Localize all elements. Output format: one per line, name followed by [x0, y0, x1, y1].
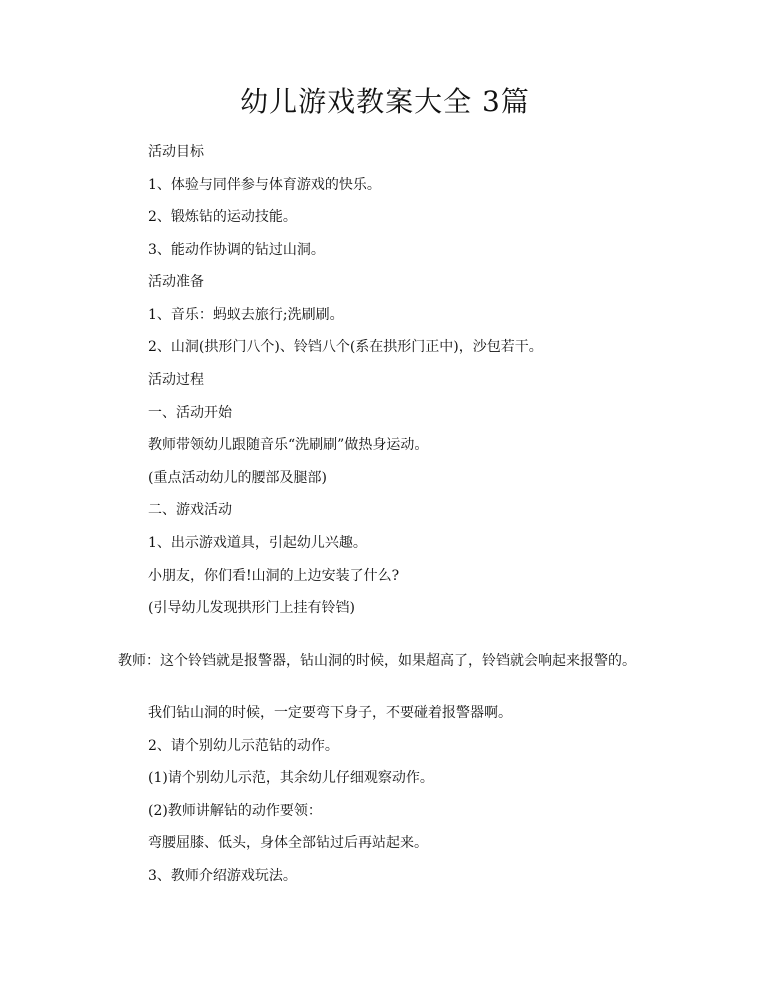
paragraph: (重点活动幼儿的腰部及腿部) [148, 470, 327, 486]
paragraph: 3、教师介绍游戏玩法。 [148, 868, 297, 884]
paragraph: 1、出示游戏道具，引起幼儿兴趣。 [148, 535, 367, 551]
paragraph: 一、活动开始 [148, 405, 232, 421]
paragraph: (引导幼儿发现拱形门上挂有铃铛) [148, 600, 355, 616]
paragraph: 我们钻山洞的时候，一定要弯下身子，不要碰着报警器啊。 [148, 705, 512, 721]
section-heading-goals: 活动目标 [148, 144, 204, 160]
paragraph: 2、锻炼钻的运动技能。 [148, 209, 297, 225]
document-title: 幼儿游戏教案大全 3篇 [240, 85, 530, 118]
paragraph: 二、游戏活动 [148, 502, 232, 518]
paragraph: 弯腰屈膝、低头，身体全部钻过后再站起来。 [148, 835, 428, 851]
paragraph: 3、能动作协调的钻过山洞。 [148, 242, 325, 258]
paragraph: 1、体验与同伴参与体育游戏的快乐。 [148, 177, 381, 193]
section-heading-process: 活动过程 [148, 372, 204, 388]
paragraph: 小朋友，你们看!山洞的上边安装了什么? [148, 568, 400, 584]
paragraph-wrapped: 教师：这个铃铛就是报警器，钻山洞的时候，如果超高了，铃铛就会响起来报警的。 [118, 653, 636, 669]
paragraph: 2、请个别幼儿示范钻的动作。 [148, 738, 339, 754]
paragraph: (1)请个别幼儿示范，其余幼儿仔细观察动作。 [148, 770, 434, 786]
paragraph: 教师带领幼儿跟随音乐“洗刷刷”做热身运动。 [148, 437, 429, 453]
paragraph: 1、音乐：蚂蚁去旅行;洗刷刷。 [148, 307, 344, 323]
paragraph: 2、山洞(拱形门八个)、铃铛八个(系在拱形门正中)，沙包若干。 [148, 339, 543, 355]
paragraph: (2)教师讲解钻的动作要领： [148, 803, 322, 819]
section-heading-preparation: 活动准备 [148, 274, 204, 290]
